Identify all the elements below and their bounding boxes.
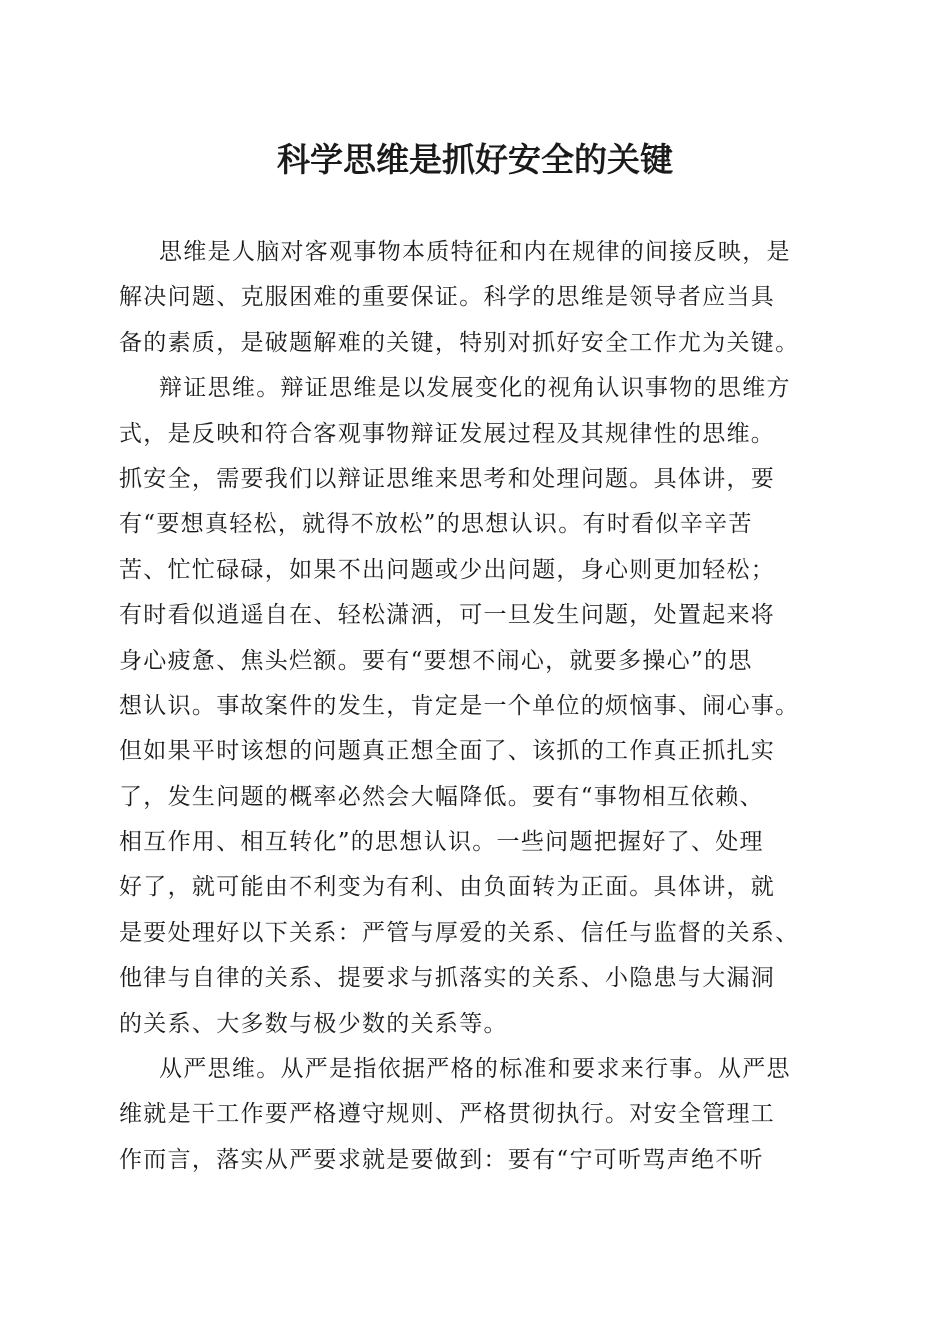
paragraph-line: 从严思维。从严是指依据严格的标准和要求来行事。从严思 xyxy=(159,1056,791,1083)
document-title: 科学思维是抓好安全的关键 xyxy=(277,140,673,179)
paragraph-line: 思维是人脑对客观事物本质特征和内在规律的间接反映，是 xyxy=(159,239,791,265)
paragraph-line: 式，是反映和符合客观事物辩证发展过程及其规律性的思维。 xyxy=(119,420,776,447)
paragraph-line: 是要处理好以下关系：严管与厚爱的关系、信任与监督的关系、 xyxy=(119,919,800,946)
paragraph-line: 作而言，落实从严要求就是要做到：要有“宁可听骂声绝不听 xyxy=(119,1146,764,1173)
paragraph-line: 相互作用、相互转化”的思想认识。一些问题把握好了、处理 xyxy=(119,829,764,856)
paragraph-line: 身心疲惫、焦头烂额。要有“要想不闹心，就要多操心”的思 xyxy=(119,647,753,674)
paragraph-line: 备的素质，是破题解难的关键，特别对抓好安全工作尤为关键。 xyxy=(119,329,800,356)
paragraph-line: 维就是干工作要严格遵守规则、严格贯彻执行。对安全管理工 xyxy=(119,1101,776,1128)
paragraph-line: 苦、忙忙碌碌，如果不出问题或少出问题，身心则更加轻松； xyxy=(119,556,776,583)
paragraph-line: 有“要想真轻松，就得不放松”的思想认识。有时看似辛辛苦 xyxy=(119,511,753,538)
paragraph-line: 好了，就可能由不利变为有利、由负面转为正面。具体讲，就 xyxy=(119,874,776,901)
paragraph-line: 辩证思维。辩证思维是以发展变化的视角认识事物的思维方 xyxy=(159,375,791,402)
paragraph-line: 但如果平时该想的问题真正想全面了、该抓的工作真正抓扎实 xyxy=(119,738,776,765)
paragraph-line: 了，发生问题的概率必然会大幅降低。要有“事物相互依赖、 xyxy=(119,783,764,810)
paragraph-line: 抓安全，需要我们以辩证思维来思考和处理问题。具体讲，要 xyxy=(119,465,776,492)
paragraph-line: 有时看似逍遥自在、轻松潇洒，可一旦发生问题，处置起来将 xyxy=(119,602,776,629)
document-body xyxy=(119,230,839,1183)
paragraph-line: 解决问题、克服困难的重要保证。科学的思维是领导者应当具 xyxy=(119,284,776,311)
paragraph-line: 他律与自律的关系、提要求与抓落实的关系、小隐患与大漏洞 xyxy=(119,965,776,992)
paragraph-line: 想认识。事故案件的发生，肯定是一个单位的烦恼事、闹心事。 xyxy=(119,692,800,719)
paragraph-line: 的关系、大多数与极少数的关系等。 xyxy=(119,1010,508,1037)
